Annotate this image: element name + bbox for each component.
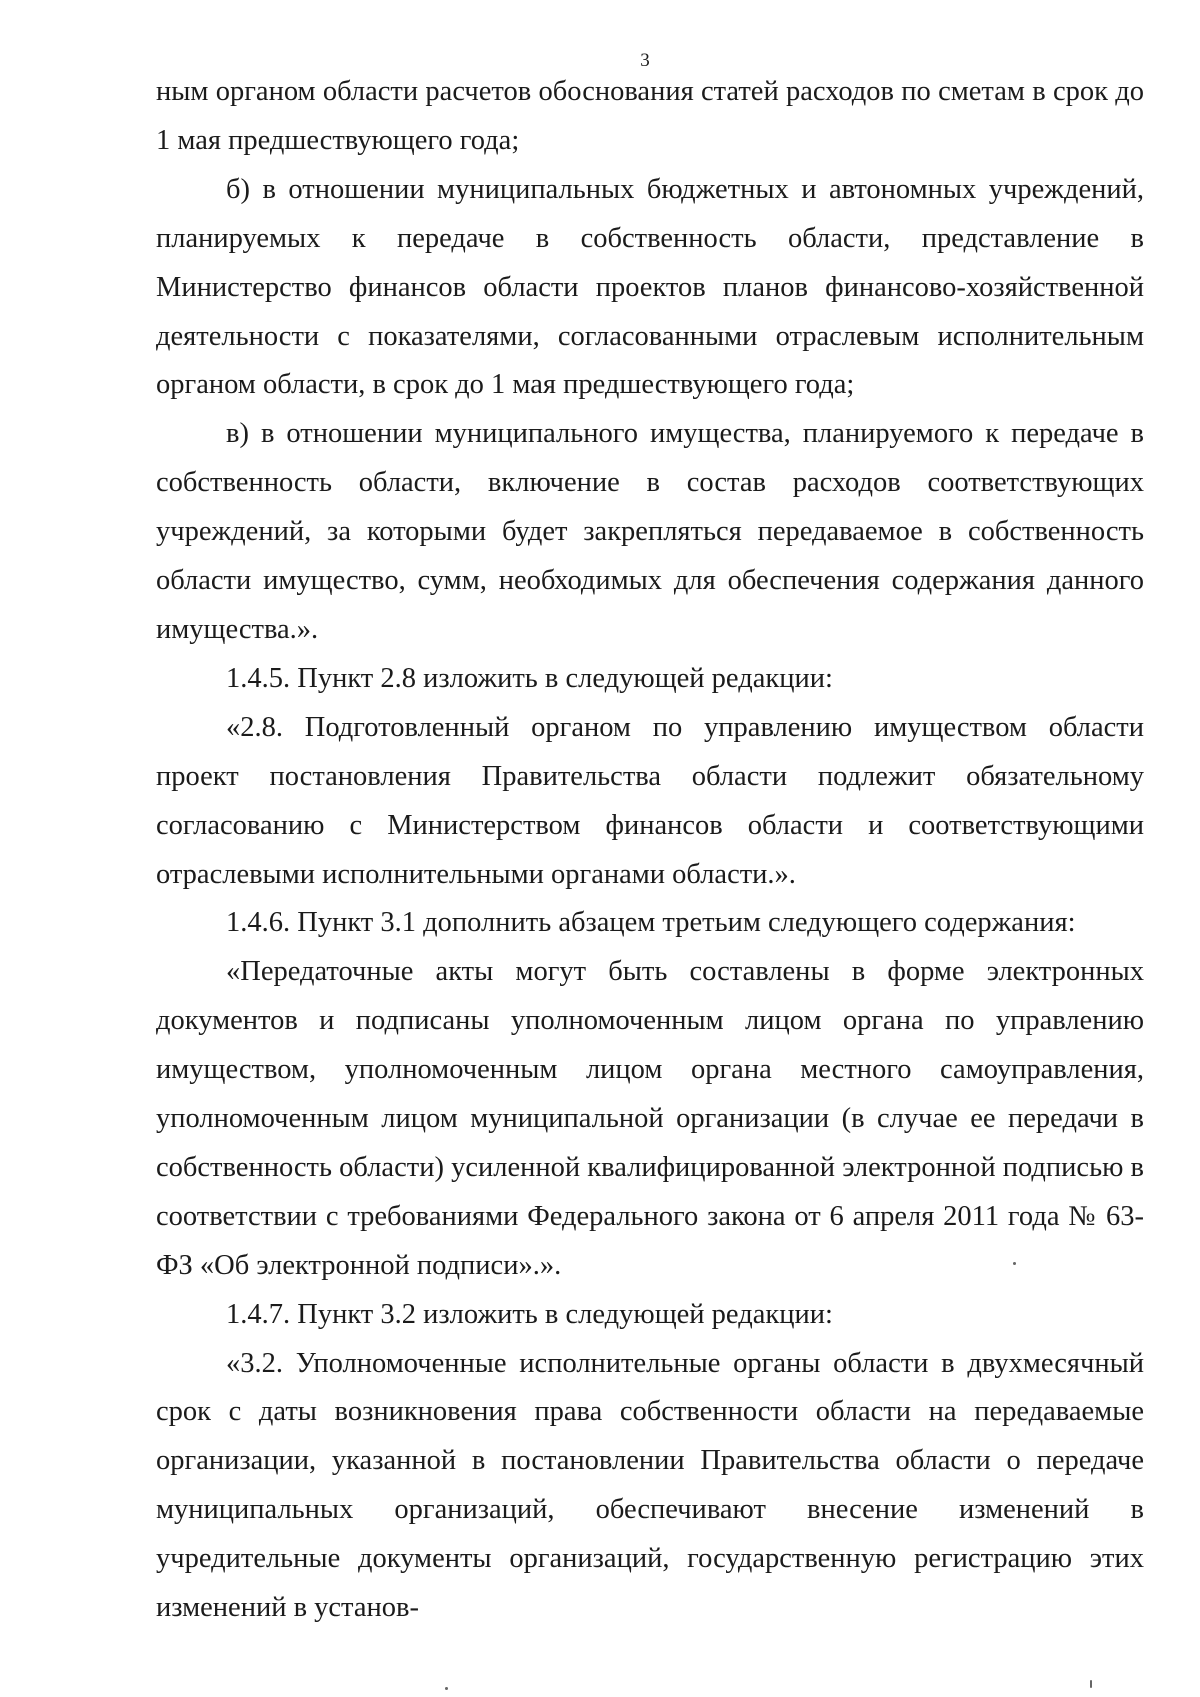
- paragraph-item-b: б) в отношении муниципальных бюджетных и автономных учреждений, планируемых к передаче в собственность области, представление в Министерство финансов области проектов планов финансово-хозяйственной деятельности с показателями, согласованными отраслевым исполнительным органом области, в срок до 1 мая предшествующего года;: [156, 173, 1144, 401]
- scan-speck: [1090, 1680, 1092, 1688]
- page-number: 3: [640, 50, 650, 71]
- document-body: [156, 68, 1144, 1633]
- paragraph-item-v: в) в отношении муниципального имущества, планируемого к передаче в собственность области, включение в состав расходов соответствующих учреждений, за которыми будет закрепляться передаваемое в собственность области имущество, сумм, необходимых для обеспечения содержания данного имущества.».: [156, 418, 1144, 645]
- scan-speck: [445, 1687, 448, 1690]
- paragraph-quote-3-1: «Передаточные акты могут быть составлены в форме электронных документов и подписаны уполномоченным лицом органа по управлению имуществом, уполномоченным лицом органа местного самоуправления, уполномоченным лицом муниципальной организации (в случае ее передачи в собственность области) усиленной квалифицированной электронной подписью в соответствии с требованиями Федерального закона от 6 апреля 2011 года № 63-ФЗ «Об электронной подписи».».: [156, 956, 1144, 1281]
- paragraph-quote-3-2: «3.2. Уполномоченные исполнительные органы области в двухмесячный срок с даты возникновения права собственности области на передаваемые организации, указанной в постановлении Правительства области о передаче муниципальных организаций, обеспечивают внесение изменений в учредительные документы организаций, государственную регистрацию этих изменений в установ-: [156, 1347, 1144, 1624]
- scan-speck: [1013, 1262, 1016, 1265]
- paragraph-continuation: ным органом области расчетов обоснования статей расходов по сметам в срок до 1 мая предшествующего года;: [156, 76, 1144, 156]
- paragraph-clause-1-4-7: 1.4.7. Пункт 3.2 изложить в следующей редакции:: [226, 1298, 833, 1330]
- paragraph-clause-1-4-5: 1.4.5. Пункт 2.8 изложить в следующей редакции:: [226, 662, 833, 694]
- paragraph-clause-1-4-6: 1.4.6. Пункт 3.1 дополнить абзацем третьим следующего содержания:: [226, 907, 1076, 939]
- paragraph-quote-2-8: «2.8. Подготовленный органом по управлению имуществом области проект постановления Правительства области подлежит обязательному согласованию с Министерством финансов области и соответствующими отраслевыми исполнительными органами области.».: [156, 711, 1144, 890]
